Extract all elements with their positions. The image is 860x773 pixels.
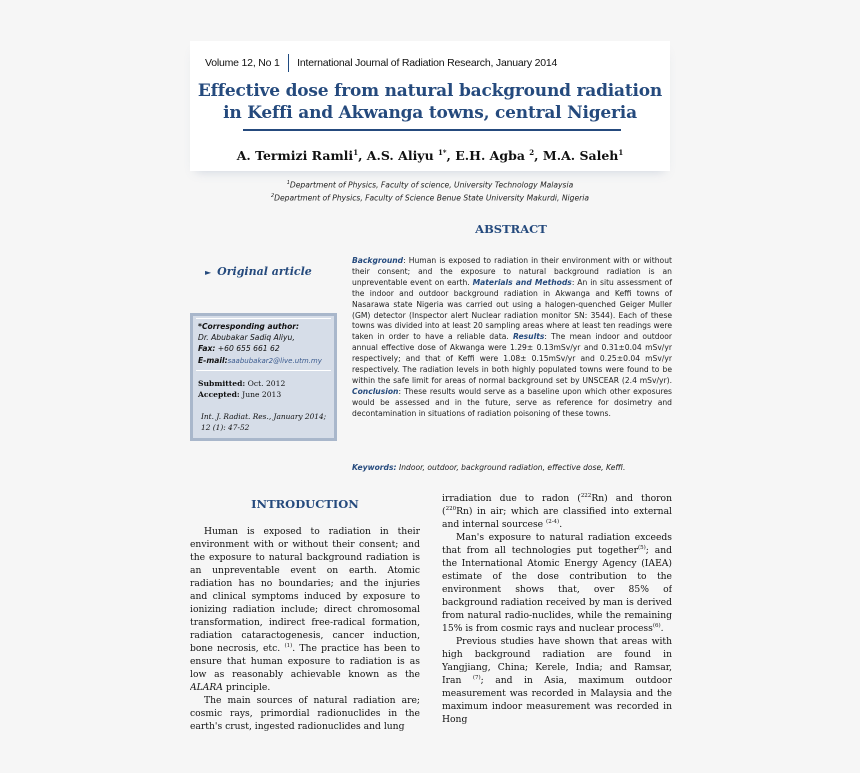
- paragraph: Man's exposure to natural radiation exceeds that from all technologies put together$^{(5)}$; and the International Atomic Energy Agency (IAEA) estimate of the dose contribution to the environment shows that, over 85% of background radiation received by man is derived from natural radio-nuclides, while the remaining 15% is from cosmic rays and nuclear process$^{(6)}$.: [442, 532, 672, 634]
- accepted-value: June 2013: [239, 390, 282, 399]
- submission-dates: [198, 378, 285, 400]
- title-line-2: in Keffi and Akwanga towns, central Nigeria: [223, 103, 637, 123]
- fax-label: Fax:: [198, 344, 216, 354]
- paper-title: [190, 80, 670, 124]
- box-divider: [196, 370, 331, 371]
- triangle-right-icon: ►: [205, 267, 212, 277]
- corresponding-author-info: [198, 321, 338, 367]
- paragraph: Human is exposed to radiation in their environment with or without their consent; and the exposure to natural background radiation is an unpreventable event on earth. Atomic radiation has no boundaries; and the injuries and clinical symptoms induced by exposure to ionizing radiation include; direct chromosomal transformation, indirect free-radical formation, radiation cataractogenesis, cancer induction, bone necrosis, etc. $^{(1)}$. The practice has been to ensure that human exposure to radiation is as low as reasonably achievable known as the ALARA principle.: [190, 526, 420, 693]
- author: A.S. Aliyu $^{1*}$: [366, 148, 447, 164]
- author: A. Termizi Ramli$^1$: [236, 148, 359, 164]
- accepted-label: Accepted:: [198, 390, 240, 399]
- paragraph: irradiation due to radon ($^{222}$Rn) and thoron ($^{220}$Rn) in air; which are classified into external and internal sourcese $^{(2-4)}$.: [442, 492, 672, 530]
- corresponding-author-box: [190, 313, 337, 441]
- submitted-label: Submitted:: [198, 379, 246, 388]
- conclusion-text: : These results would serve as a baseline upon which other exposures would be assessed and in the future, serve as reference for dosimetry and decontamination in situations of radiation poisoning of these towns.: [352, 386, 672, 418]
- author: E.H. Agba $^2$: [455, 148, 535, 164]
- abstract-body: [352, 256, 672, 420]
- background-text: : Human is exposed to radiation in their environment with or without their consent; and the exposure to natural background radiation is an unpreventable event on earth.: [352, 256, 672, 287]
- author-list: A. Termizi Ramli$^1$, A.S. Aliyu $^{1*}$, E.H. Agba $^2$, M.A. Saleh$^1$: [236, 148, 624, 164]
- citation-ref: (5): [637, 544, 646, 551]
- title-line-1: Effective dose from natural background radiation: [197, 81, 663, 101]
- corresponding-label: *Corresponding author:: [198, 322, 300, 331]
- article-type-label: Original article: [217, 265, 312, 278]
- citation-ref: (2-4): [546, 518, 560, 525]
- submitted-value: Oct. 2012: [245, 379, 286, 388]
- introduction-heading: INTRODUCTION: [251, 497, 359, 511]
- results-label: Results: [513, 332, 545, 342]
- paragraph: The main sources of natural radiation are; cosmic rays, primordial radionuclides in the earth's crust, ingested radionuclides and lung: [190, 695, 420, 732]
- title-underline: [243, 129, 621, 131]
- body-column-right: [442, 492, 672, 773]
- citation-ref: (6): [652, 622, 661, 629]
- affiliation: $^1$Department of Physics, Faculty of science, University Technology Malaysia: [286, 180, 574, 190]
- box-divider: [196, 318, 331, 319]
- abstract-heading: ABSTRACT: [475, 222, 547, 236]
- keywords-label: Keywords:: [352, 463, 397, 472]
- fax-value: +60 655 661 62: [215, 344, 280, 354]
- methods-label: Materials and Methods: [472, 277, 572, 287]
- conclusion-label: Conclusion: [352, 386, 399, 396]
- keywords-text: Indoor, outdoor, background radiation, effective dose, Keffi.: [396, 463, 626, 472]
- background-label: Background: [352, 256, 404, 265]
- citation-line-2: 12 (1): 47-52: [201, 423, 250, 432]
- article-type: [205, 265, 312, 278]
- citation-line-1: Int. J. Radiat. Res., January 2014;: [201, 412, 327, 421]
- affiliations: [190, 178, 670, 203]
- author: M.A. Saleh$^1$: [542, 148, 624, 164]
- header-divider: [288, 54, 290, 72]
- methods-text: : An in situ assessment of the indoor and outdoor background radiation in Akwanga and Keffi towns of Nasarawa state Nigeria was carried out using a halogen-quenched Geiger Muller (GM) detector (Inspector alert Nuclear radiation monitor SN: 3544). Each of these towns was divided into at least 20 sampling areas where at least ten readings were taken in order to have a reliable data.: [352, 277, 672, 342]
- citation: [201, 411, 337, 433]
- citation-ref: (7): [472, 674, 481, 681]
- email-label: E-mail:: [198, 355, 228, 365]
- body-column-left: [190, 525, 420, 773]
- keywords: [352, 463, 672, 472]
- paragraph: Previous studies have shown that areas with high background radiation are found in Yangjiang, China; Kerele, India; and Ramsar, Iran $^{(7)}$; and in Asia, maximum outdoor measurement was recorded in Malaysia and the maximum indoor measurement was recorded in Hong: [442, 636, 672, 725]
- affiliation: $^2$Department of Physics, Faculty of Science Benue State University Makurdi, Nigeria: [270, 192, 590, 203]
- journal-label: International Journal of Radiation Research, January 2014: [297, 57, 558, 69]
- running-header: [205, 54, 557, 72]
- email-link[interactable]: saabubakar2@live.utm.my: [227, 356, 322, 365]
- citation-ref: (1): [284, 642, 293, 649]
- corresponding-name: Dr. Abubakar Sadiq Aliyu,: [198, 333, 295, 343]
- results-text: : The mean indoor and outdoor annual effective dose of Akwanga were 1.29± 0.13mSv/yr and 0.31±0.04 mSv/yr respectively; and that of Keffi were 1.08± 0.15mSv/yr and 0.25±0.04 mSv/yr respectively. The radiation levels in both highly populated towns were found to be within the safe limit for areas of normal background set by UNSCEAR (2.4 mSv/yr).: [352, 332, 672, 385]
- volume-label: Volume 12, No 1: [205, 57, 280, 69]
